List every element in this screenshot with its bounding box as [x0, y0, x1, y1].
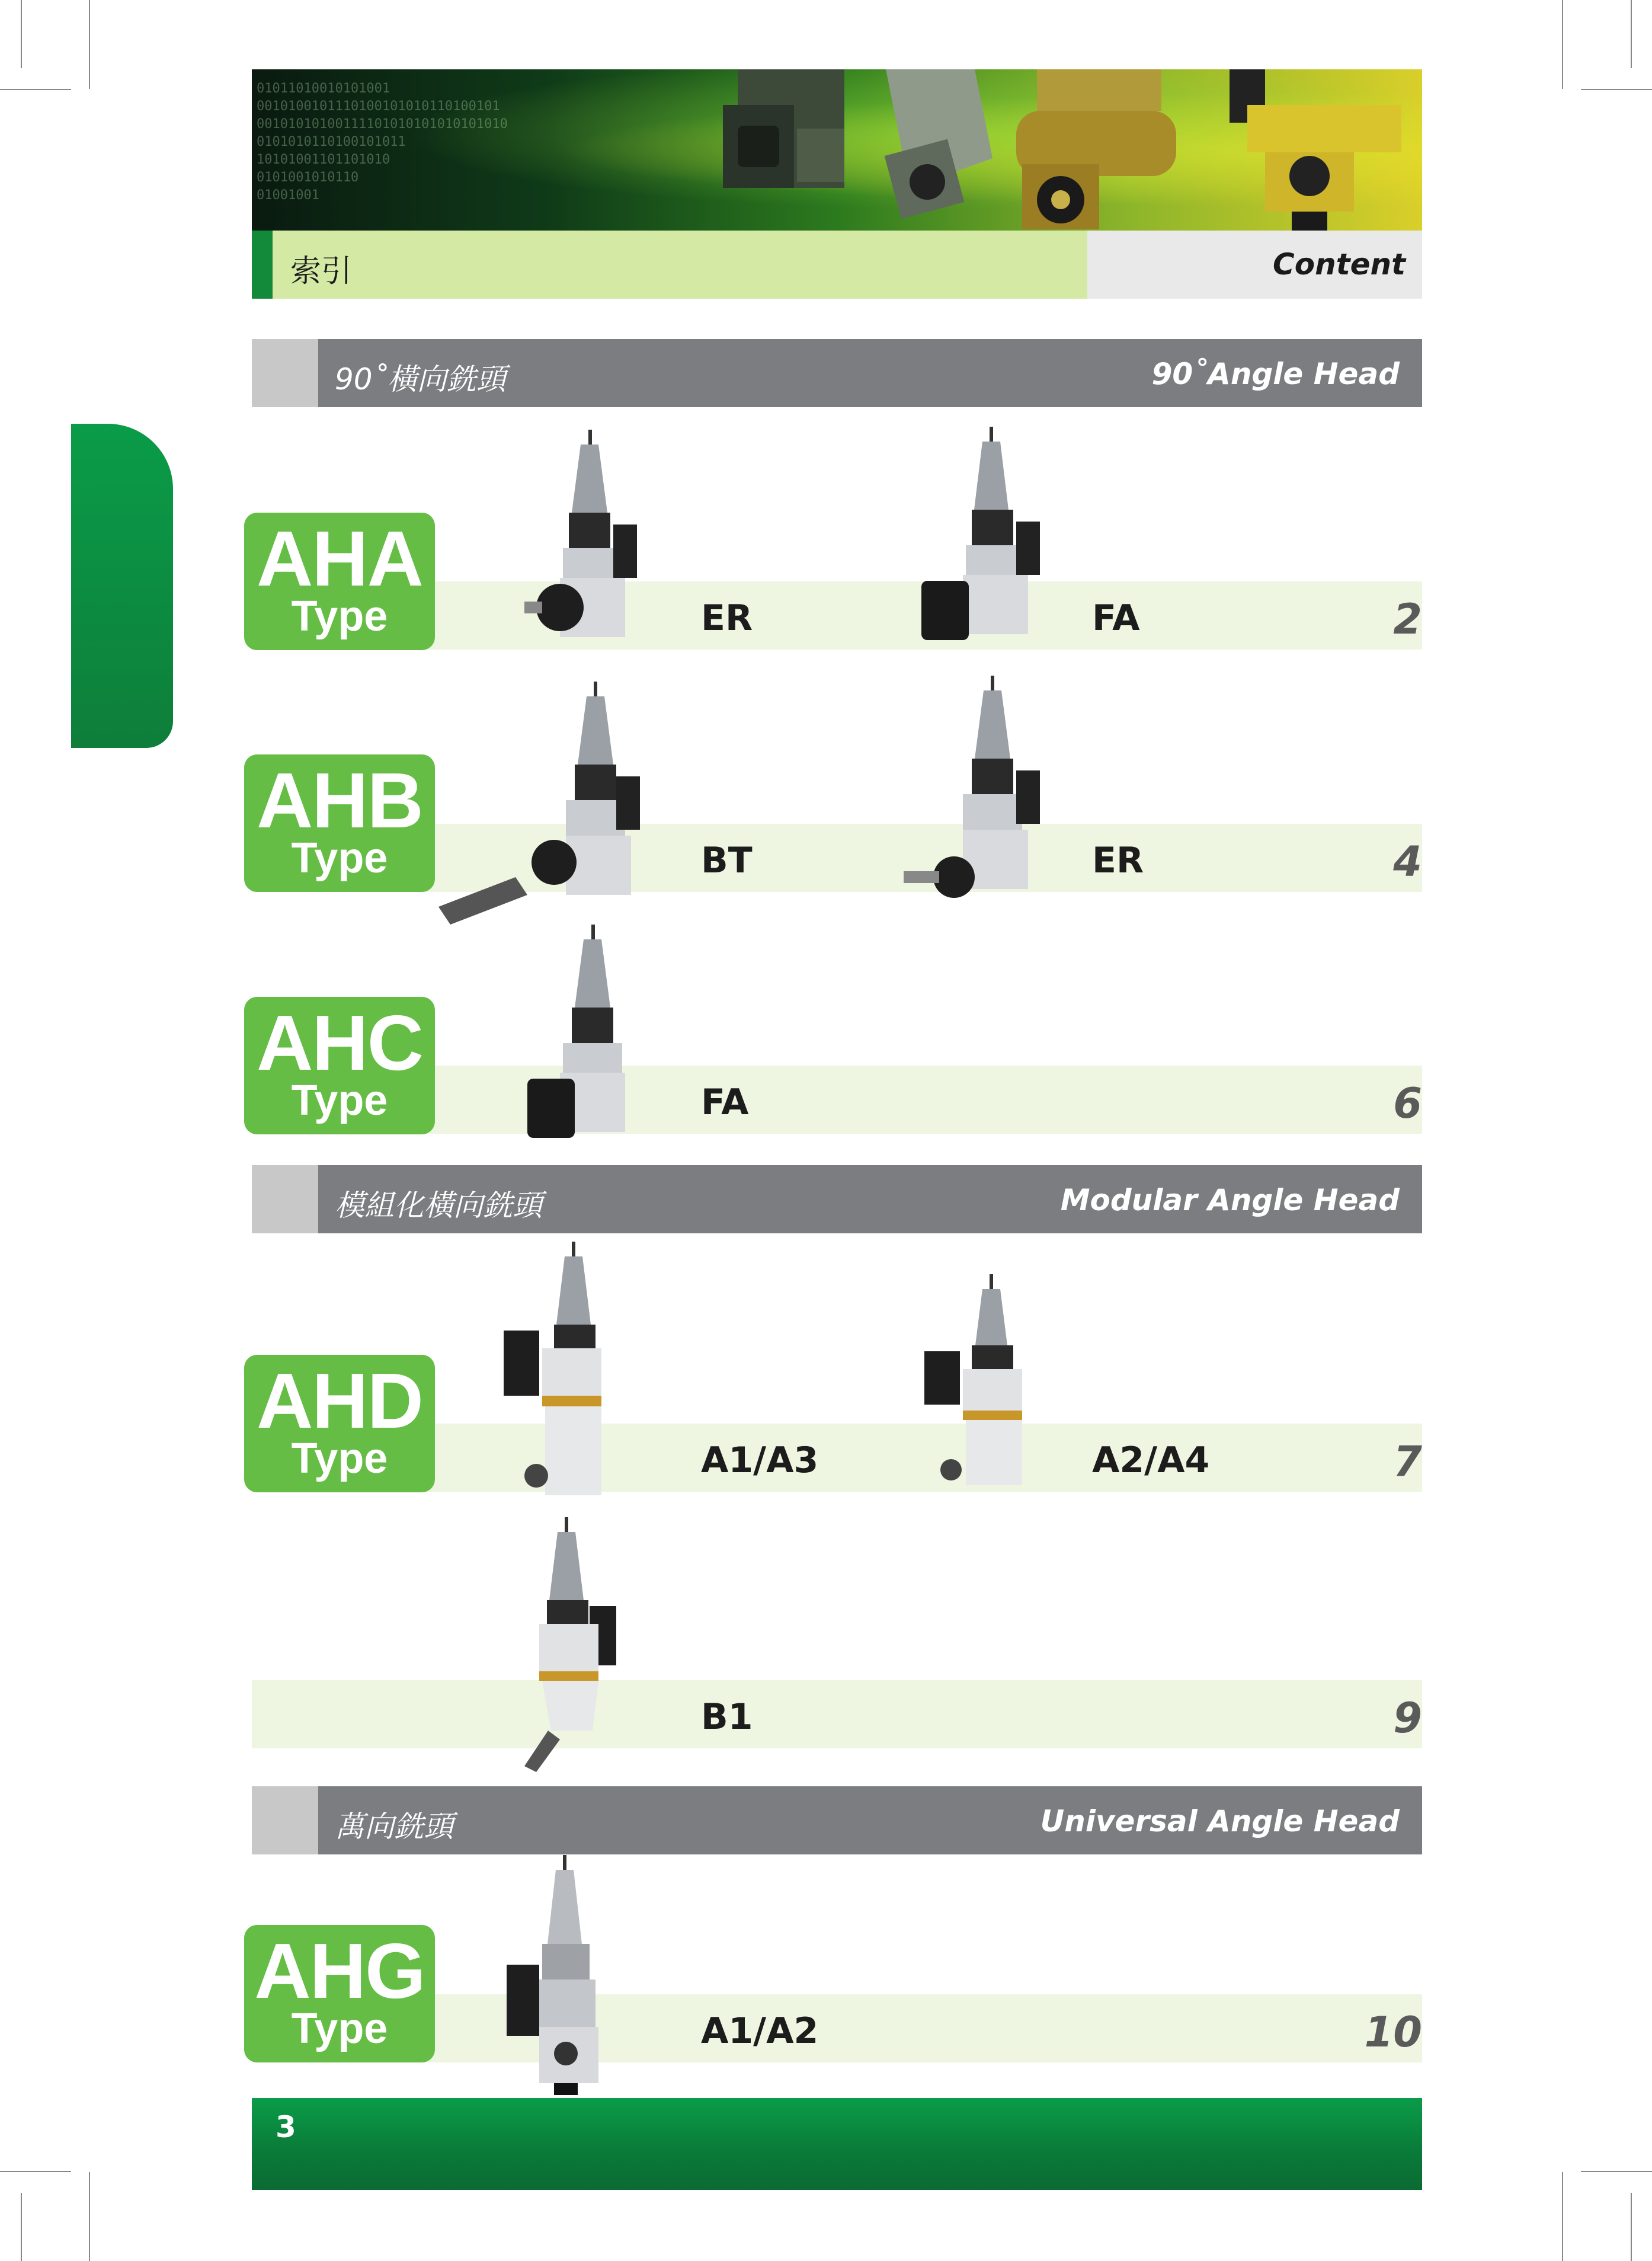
- section-title-en: Modular Angle Head: [1060, 1183, 1400, 1217]
- type-code: AHA: [257, 515, 422, 602]
- type-code: AHC: [257, 999, 422, 1086]
- row-strip: [252, 1680, 1422, 1748]
- page-number: 3: [276, 2110, 296, 2144]
- crop-mark: [89, 0, 90, 89]
- page-number-ref[interactable]: 9: [1393, 1694, 1422, 1742]
- type-badge-aha[interactable]: [244, 513, 435, 650]
- crop-mark: [1581, 2171, 1652, 2172]
- type-word: Type: [291, 593, 388, 640]
- crop-mark: [1631, 2193, 1632, 2261]
- modular-angle-head-image: [501, 1242, 613, 1502]
- section-stub: [252, 1786, 318, 1854]
- type-word: Type: [291, 1077, 388, 1124]
- footer-bar: [252, 2098, 1422, 2190]
- row-label: FA: [1092, 597, 1140, 639]
- section-bar-universal-angle-head: [252, 1786, 1422, 1854]
- crop-mark: [0, 89, 71, 90]
- banner-angle-head-image: [714, 69, 1419, 231]
- crop-mark: [1562, 2172, 1563, 2261]
- content-title-en: Content: [1273, 247, 1406, 282]
- section-bar-angle-head: [252, 339, 1422, 407]
- crop-mark: [0, 2171, 71, 2172]
- angle-head-image: [901, 676, 1049, 919]
- content-bar-accent: [252, 231, 273, 299]
- type-code: AHG: [254, 1927, 425, 2014]
- row-label: A2/A4: [1092, 1440, 1210, 1481]
- section-title-en: 90˚Angle Head: [1151, 357, 1400, 391]
- page-number-ref[interactable]: 6: [1393, 1079, 1422, 1128]
- crop-mark: [89, 2172, 90, 2261]
- section-stub: [252, 339, 318, 407]
- content-title-bar: [252, 231, 1422, 299]
- row-label: A1/A2: [701, 2010, 819, 2052]
- binary-texture: 01011010010101001 0010100101110100101010110100101 00101010100111101010101010101010 0101010110100101011 10101001101101010 0101001010110 01001001: [257, 81, 508, 203]
- row-label: BT: [701, 840, 753, 881]
- section-title-en: Universal Angle Head: [1040, 1804, 1400, 1838]
- type-badge-ahd[interactable]: [244, 1355, 435, 1492]
- modular-angle-head-image: [924, 1274, 1037, 1494]
- angle-head-image: [524, 430, 655, 646]
- content-title-zh: 索引: [290, 254, 353, 289]
- section-title-zh: 模組化橫向銑頭: [335, 1188, 542, 1223]
- row-label: ER: [1092, 840, 1144, 881]
- type-code: AHD: [257, 1357, 422, 1444]
- crop-mark: [21, 2193, 22, 2261]
- universal-angle-head-image: [507, 1855, 607, 2098]
- type-word: Type: [291, 1435, 388, 1482]
- row-label: A1/A3: [701, 1440, 819, 1481]
- angle-head-image: [438, 682, 652, 925]
- header-banner: [252, 69, 1422, 231]
- section-title-zh: 90˚橫向銑頭: [335, 362, 506, 396]
- page-number-ref[interactable]: 4: [1393, 837, 1422, 886]
- crop-mark: [1581, 89, 1652, 90]
- crop-mark: [1631, 0, 1632, 68]
- section-bar-modular-angle-head: [252, 1165, 1422, 1233]
- section-title-zh: 萬向銑頭: [335, 1809, 453, 1844]
- type-word: Type: [291, 2005, 388, 2052]
- type-badge-ahc[interactable]: [244, 997, 435, 1134]
- page-number-ref[interactable]: 10: [1364, 2008, 1422, 2057]
- section-stub: [252, 1165, 318, 1233]
- modular-angle-head-image: [524, 1517, 625, 1772]
- type-word: Type: [291, 834, 388, 882]
- type-code: AHB: [257, 757, 422, 844]
- angle-head-image: [527, 925, 640, 1144]
- side-tab: [71, 424, 173, 748]
- type-badge-ahb[interactable]: [244, 754, 435, 892]
- row-label: ER: [701, 597, 753, 639]
- crop-mark: [1562, 0, 1563, 89]
- row-label: B1: [701, 1696, 753, 1738]
- type-badge-ahg[interactable]: [244, 1925, 435, 2062]
- content-bar-left: [273, 231, 1087, 299]
- row-label: FA: [701, 1082, 749, 1123]
- page-number-ref[interactable]: 7: [1393, 1437, 1422, 1486]
- page-number-ref[interactable]: 2: [1393, 595, 1422, 644]
- crop-mark: [21, 0, 22, 68]
- angle-head-image: [918, 427, 1049, 646]
